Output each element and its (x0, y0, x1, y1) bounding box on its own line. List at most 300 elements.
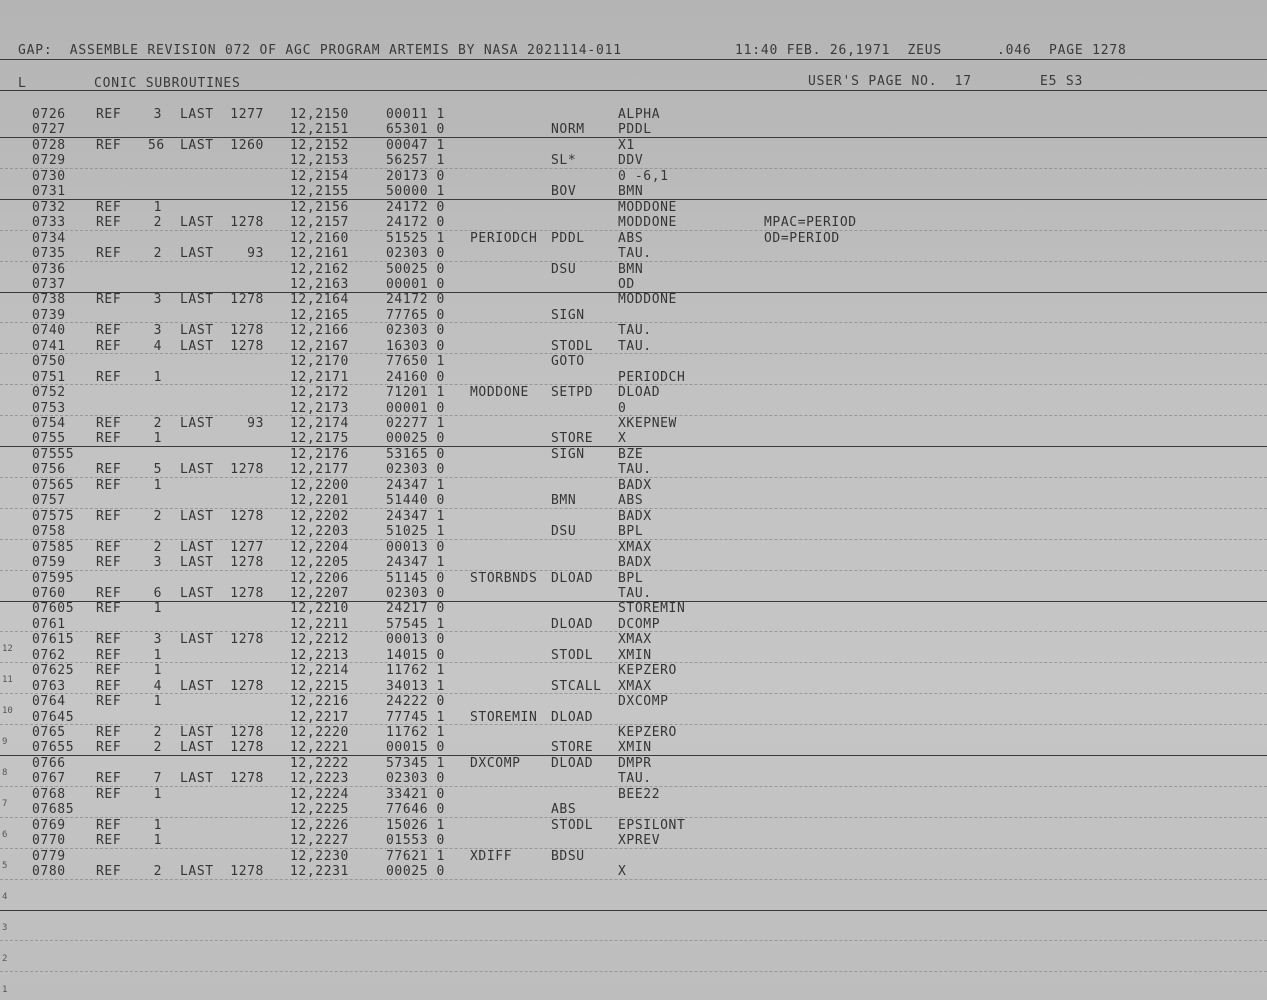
listing-row (0, 478, 1267, 493)
octal-word: 02277 1 (386, 416, 445, 431)
last-page: 1278 (230, 292, 264, 308)
opcode: STORE (551, 740, 594, 756)
line-number: 0750 (32, 354, 66, 370)
address: 12,2231 (290, 864, 349, 880)
listing-row (0, 431, 1267, 446)
listing-row (0, 231, 1267, 246)
ref-count: 4 (153, 678, 162, 694)
last-page: 1278 (230, 864, 264, 880)
address: 12,2217 (290, 709, 349, 725)
last-keyword: LAST (180, 416, 214, 431)
octal-word: 24172 0 (386, 292, 445, 308)
line-number: 07685 (32, 802, 75, 818)
octal-word: 24347 1 (386, 508, 445, 524)
address: 12,2215 (290, 678, 349, 694)
symbol-label: XDIFF (470, 848, 513, 864)
listing-row (0, 864, 1267, 879)
margin-mark: 2 (2, 954, 8, 964)
operand: BADX (618, 508, 652, 524)
operand: KEPZERO (618, 725, 677, 740)
line-number: 07565 (32, 477, 75, 493)
operand: PDDL (618, 122, 652, 138)
e-s-code: E5 S3 (1040, 74, 1084, 89)
operand: TAU. (618, 771, 652, 787)
last-keyword: LAST (180, 678, 214, 694)
ref-count: 2 (153, 539, 162, 555)
symbol-label: PERIODCH (470, 230, 538, 246)
symbol-label: MODDONE (470, 385, 529, 401)
ruled-line (0, 971, 1267, 972)
ruled-line (0, 415, 1267, 416)
ref-keyword: REF (96, 137, 122, 153)
last-page: 1278 (230, 771, 264, 787)
ruled-line (0, 755, 1267, 756)
octal-word: 00047 1 (386, 137, 445, 153)
operand: STOREMIN (618, 601, 686, 617)
address: 12,2204 (290, 539, 349, 555)
line-number: 0763 (32, 678, 66, 694)
listing-row (0, 555, 1267, 570)
operand: BEE22 (618, 786, 661, 802)
address: 12,2214 (290, 663, 349, 679)
address: 12,2210 (290, 601, 349, 617)
operand: TAU. (618, 338, 652, 354)
ref-keyword: REF (96, 477, 122, 493)
header-rule (0, 59, 1267, 60)
ref-keyword: REF (96, 508, 122, 524)
ref-keyword: REF (96, 246, 122, 262)
opcode: DLOAD (551, 616, 594, 632)
listing-row (0, 138, 1267, 153)
octal-word: 77646 0 (386, 802, 445, 818)
address: 12,2166 (290, 323, 349, 339)
line-number: 0765 (32, 725, 66, 740)
opcode: SIGN (551, 307, 585, 323)
listing-row (0, 416, 1267, 431)
listing-row (0, 787, 1267, 802)
line-number: 07585 (32, 539, 75, 555)
operand: PERIODCH (618, 369, 686, 385)
octal-word: 77765 0 (386, 307, 445, 323)
operand: TAU. (618, 323, 652, 339)
operand: BPL (618, 570, 644, 586)
octal-word: 65301 0 (386, 122, 445, 138)
octal-word: 24347 1 (386, 477, 445, 493)
listing-row (0, 756, 1267, 771)
address: 12,2151 (290, 122, 349, 138)
ref-count: 1 (153, 786, 162, 802)
operand: XKEPNEW (618, 416, 677, 431)
ref-keyword: REF (96, 416, 122, 431)
octal-word: 24160 0 (386, 369, 445, 385)
operand: BPL (618, 524, 644, 540)
address: 12,2152 (290, 137, 349, 153)
last-page: 1278 (230, 555, 264, 571)
ref-count: 1 (153, 817, 162, 833)
ref-count: 2 (153, 246, 162, 262)
last-page: 1278 (230, 678, 264, 694)
listing-row (0, 169, 1267, 184)
ruled-line (0, 601, 1267, 602)
last-page: 93 (247, 246, 264, 262)
address: 12,2211 (290, 616, 349, 632)
ref-count: 5 (153, 462, 162, 478)
ref-keyword: REF (96, 647, 122, 663)
address: 12,2173 (290, 400, 349, 416)
ruled-line (0, 384, 1267, 385)
ref-keyword: REF (96, 771, 122, 787)
last-keyword: LAST (180, 215, 214, 231)
address: 12,2207 (290, 585, 349, 601)
ruled-line (0, 477, 1267, 478)
address: 12,2164 (290, 292, 349, 308)
ruled-line (0, 508, 1267, 509)
listing-row (0, 740, 1267, 755)
opcode: DSU (551, 524, 577, 540)
octal-word: 00011 1 (386, 107, 445, 122)
operand: XPREV (618, 833, 661, 849)
line-number: 0758 (32, 524, 66, 540)
operand: TAU. (618, 246, 652, 262)
symbol-label: STORBNDS (470, 570, 538, 586)
ref-count: 6 (153, 585, 162, 601)
ruled-line (0, 786, 1267, 787)
listing-row (0, 493, 1267, 508)
octal-word: 00001 0 (386, 400, 445, 416)
users-page-number: USER'S PAGE NO. 17 (808, 74, 972, 89)
address: 12,2150 (290, 107, 349, 122)
address: 12,2216 (290, 694, 349, 710)
ref-keyword: REF (96, 585, 122, 601)
operand: DLOAD (618, 385, 661, 401)
octal-word: 00025 0 (386, 431, 445, 447)
line-number: 0753 (32, 400, 66, 416)
address: 12,2225 (290, 802, 349, 818)
line-number: 0740 (32, 323, 66, 339)
address: 12,2176 (290, 446, 349, 462)
ref-keyword: REF (96, 632, 122, 648)
octal-word: 00013 0 (386, 632, 445, 648)
octal-word: 50025 0 (386, 261, 445, 277)
line-number: 0729 (32, 153, 66, 169)
ref-keyword: REF (96, 292, 122, 308)
operand: MODDONE (618, 199, 677, 215)
opcode: DLOAD (551, 755, 594, 771)
line-number: 0732 (32, 199, 66, 215)
line-number: 07605 (32, 601, 75, 617)
ref-count: 2 (153, 416, 162, 431)
address: 12,2222 (290, 755, 349, 771)
octal-word: 50000 1 (386, 184, 445, 200)
line-number: 0728 (32, 137, 66, 153)
line-number: 0736 (32, 261, 66, 277)
operand: BMN (618, 261, 644, 277)
opcode: DLOAD (551, 709, 594, 725)
listing-row (0, 586, 1267, 601)
operand: XMIN (618, 740, 652, 756)
last-keyword: LAST (180, 137, 214, 153)
line-number: 0770 (32, 833, 66, 849)
ref-keyword: REF (96, 107, 122, 122)
operand: DXCOMP (618, 694, 669, 710)
listing-row (0, 710, 1267, 725)
ruled-line (0, 817, 1267, 818)
last-page: 1278 (230, 585, 264, 601)
octal-word: 51525 1 (386, 230, 445, 246)
line-number: 0737 (32, 276, 66, 292)
opcode: ABS (551, 802, 577, 818)
listing-row (0, 308, 1267, 323)
line-number: 0730 (32, 168, 66, 184)
ruled-line (0, 910, 1267, 911)
line-number: 0768 (32, 786, 66, 802)
address: 12,2167 (290, 338, 349, 354)
margin-mark: 6 (2, 830, 8, 840)
address: 12,2172 (290, 385, 349, 401)
ref-count: 4 (153, 338, 162, 354)
symbol-label: DXCOMP (470, 755, 521, 771)
ref-keyword: REF (96, 817, 122, 833)
ref-count: 2 (153, 864, 162, 880)
opcode: STORE (551, 431, 594, 447)
line-number: 07575 (32, 508, 75, 524)
ref-keyword: REF (96, 215, 122, 231)
octal-word: 56257 1 (386, 153, 445, 169)
header-timestamp: 11:40 FEB. 26,1971 ZEUS (735, 43, 943, 58)
address: 12,2201 (290, 493, 349, 509)
address: 12,2171 (290, 369, 349, 385)
ruled-line (0, 662, 1267, 663)
comment: MPAC=PERIOD (764, 215, 857, 231)
listing-row (0, 215, 1267, 230)
listing-row (0, 849, 1267, 864)
octal-word: 51025 1 (386, 524, 445, 540)
opcode: STCALL (551, 678, 602, 694)
operand: ALPHA (618, 107, 661, 122)
operand: BZE (618, 446, 644, 462)
listing-row (0, 246, 1267, 261)
address: 12,2156 (290, 199, 349, 215)
listing-row (0, 184, 1267, 199)
opcode: SL* (551, 153, 577, 169)
octal-word: 51440 0 (386, 493, 445, 509)
ref-count: 1 (153, 199, 162, 215)
last-keyword: LAST (180, 107, 214, 122)
octal-word: 14015 0 (386, 647, 445, 663)
line-number: 07615 (32, 632, 75, 648)
ref-keyword: REF (96, 431, 122, 447)
opcode: BMN (551, 493, 577, 509)
ref-count: 1 (153, 601, 162, 617)
address: 12,2161 (290, 246, 349, 262)
opcode: SETPD (551, 385, 594, 401)
address: 12,2227 (290, 833, 349, 849)
ref-keyword: REF (96, 601, 122, 617)
listing-row (0, 122, 1267, 137)
octal-word: 53165 0 (386, 446, 445, 462)
listing-row (0, 462, 1267, 477)
last-keyword: LAST (180, 555, 214, 571)
operand: X (618, 431, 627, 447)
header-title: GAP: ASSEMBLE REVISION 072 OF AGC PROGRAM ARTEMIS BY NASA 2021114-011 (18, 43, 622, 58)
listing-row (0, 601, 1267, 616)
ref-count: 1 (153, 833, 162, 849)
listing-row (0, 679, 1267, 694)
ruled-line (0, 322, 1267, 323)
address: 12,2230 (290, 848, 349, 864)
ref-keyword: REF (96, 786, 122, 802)
ref-keyword: REF (96, 338, 122, 354)
line-number: 0751 (32, 369, 66, 385)
operand: X1 (618, 137, 635, 153)
last-keyword: LAST (180, 246, 214, 262)
listing-row (0, 509, 1267, 524)
ruled-line (0, 199, 1267, 200)
margin-mark: 8 (2, 768, 8, 778)
margin-mark: 4 (2, 892, 8, 902)
listing-row (0, 385, 1267, 400)
line-number: 0779 (32, 848, 66, 864)
ref-keyword: REF (96, 369, 122, 385)
opcode: PDDL (551, 230, 585, 246)
margin-mark: 11 (2, 675, 13, 685)
line-number: 07625 (32, 663, 75, 679)
margin-mark: 1 (2, 985, 8, 995)
ruled-line (0, 353, 1267, 354)
operand: MODDONE (618, 292, 677, 308)
address: 12,2205 (290, 555, 349, 571)
line-number: 0739 (32, 307, 66, 323)
address: 12,2177 (290, 462, 349, 478)
address: 12,2206 (290, 570, 349, 586)
ref-keyword: REF (96, 740, 122, 756)
operand: XMAX (618, 539, 652, 555)
address: 12,2154 (290, 168, 349, 184)
last-page: 93 (247, 416, 264, 431)
ruled-line (0, 230, 1267, 231)
octal-word: 57345 1 (386, 755, 445, 771)
ref-count: 3 (153, 292, 162, 308)
octal-word: 24217 0 (386, 601, 445, 617)
ref-count: 2 (153, 740, 162, 756)
listing-row (0, 663, 1267, 678)
last-keyword: LAST (180, 338, 214, 354)
octal-word: 77650 1 (386, 354, 445, 370)
listing-row (0, 401, 1267, 416)
listing-row (0, 107, 1267, 122)
ref-count: 7 (153, 771, 162, 787)
address: 12,2223 (290, 771, 349, 787)
last-keyword: LAST (180, 508, 214, 524)
section-title: CONIC SUBROUTINES (94, 76, 241, 91)
listing-row (0, 725, 1267, 740)
octal-word: 01553 0 (386, 833, 445, 849)
operand: TAU. (618, 462, 652, 478)
operand: XMIN (618, 647, 652, 663)
line-number: 07555 (32, 446, 75, 462)
line-number: 0760 (32, 585, 66, 601)
ref-count: 1 (153, 663, 162, 679)
ref-count: 1 (153, 647, 162, 663)
ref-count: 1 (153, 369, 162, 385)
opcode: DSU (551, 261, 577, 277)
operand: DMPR (618, 755, 652, 771)
ref-count: 3 (153, 323, 162, 339)
margin-mark: 12 (2, 644, 13, 654)
listing-row (0, 771, 1267, 786)
address: 12,2200 (290, 477, 349, 493)
line-number: 0752 (32, 385, 66, 401)
address: 12,2213 (290, 647, 349, 663)
address: 12,2202 (290, 508, 349, 524)
address: 12,2174 (290, 416, 349, 431)
octal-word: 24347 1 (386, 555, 445, 571)
last-page: 1278 (230, 215, 264, 231)
line-number: 0754 (32, 416, 66, 431)
opcode: STODL (551, 338, 594, 354)
last-page: 1260 (230, 137, 264, 153)
margin-mark: 10 (2, 706, 13, 716)
last-keyword: LAST (180, 632, 214, 648)
line-number: 0735 (32, 246, 66, 262)
operand: BADX (618, 555, 652, 571)
listing-row (0, 153, 1267, 168)
listing-row (0, 354, 1267, 369)
ruled-line (0, 261, 1267, 262)
operand: ABS (618, 493, 644, 509)
listing-row (0, 648, 1267, 663)
address: 12,2220 (290, 725, 349, 740)
octal-word: 02303 0 (386, 585, 445, 601)
operand: OD (618, 276, 635, 292)
octal-word: 00015 0 (386, 740, 445, 756)
ref-keyword: REF (96, 199, 122, 215)
ruled-line (0, 137, 1267, 138)
ref-keyword: REF (96, 864, 122, 880)
last-page: 1278 (230, 323, 264, 339)
opcode: BDSU (551, 848, 585, 864)
opcode: STODL (551, 817, 594, 833)
address: 12,2155 (290, 184, 349, 200)
operand: 0 (618, 400, 627, 416)
last-page: 1278 (230, 725, 264, 740)
octal-word: 77745 1 (386, 709, 445, 725)
line-number: 0738 (32, 292, 66, 308)
last-page: 1278 (230, 462, 264, 478)
operand: BMN (618, 184, 644, 200)
listing-row (0, 694, 1267, 709)
margin-mark: 9 (2, 737, 8, 747)
listing-row (0, 200, 1267, 215)
octal-word: 15026 1 (386, 817, 445, 833)
address: 12,2212 (290, 632, 349, 648)
line-number: 0769 (32, 817, 66, 833)
ref-count: 3 (153, 555, 162, 571)
header-page-code: .046 (997, 43, 1032, 58)
last-page: 1278 (230, 338, 264, 354)
listing-row (0, 540, 1267, 555)
octal-word: 57545 1 (386, 616, 445, 632)
listing-row (0, 370, 1267, 385)
opcode: DLOAD (551, 570, 594, 586)
octal-word: 11762 1 (386, 663, 445, 679)
ruled-line (0, 848, 1267, 849)
address: 12,2160 (290, 230, 349, 246)
ruled-line (0, 446, 1267, 447)
line-number: 0767 (32, 771, 66, 787)
line-number: 07595 (32, 570, 75, 586)
address: 12,2163 (290, 276, 349, 292)
